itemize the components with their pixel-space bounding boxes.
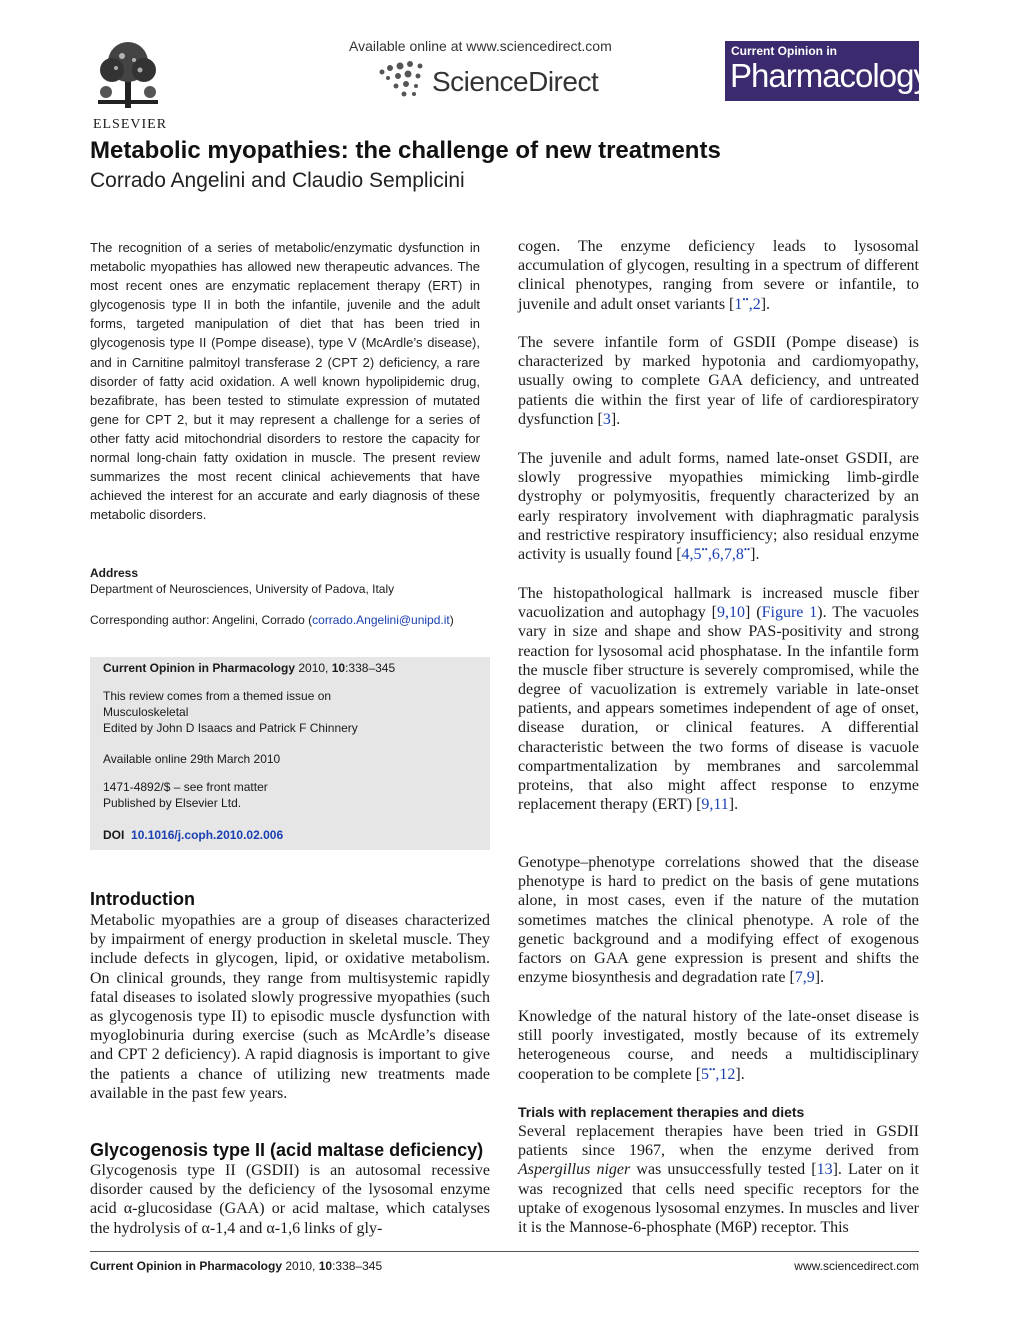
ref-link[interactable]: 9,10 (717, 604, 746, 622)
gsd-text: Glycogenosis type II (GSDII) is an autosomal recessive disorder caused by the deficiency of the lysosomal enzyme acid α-glucosidase (GAA) or acid maltase, which catalyses the hydrolysis of α-1,4 and α-1,6 links of gly- (90, 1162, 490, 1237)
ref-link[interactable]: 3 (602, 410, 611, 428)
journal-banner (725, 41, 929, 101)
right-paragraph-4: The histopathological hallmark is increased muscle fiber vacuolization and autophagy [9,10] (Figure 1). The vacuoles vary in size and shape and show PAS-positivity and strong reaction for lysosomal acid phosphatase. In the infantile form the muscle fiber structure is severely compromised, while the degree of vacuolization is extremely variable in late-onset patients, and appears sometimes independent of age of onset, disease duration, or clinical features. A differential characteristic between the two forms of disease is vacuole compartmentalization by membranes and sarcolemmal proteins, that also might affect response to enzyme replacement therapy (ERT) [9,11]. (518, 585, 920, 814)
right-paragraph-5: Genotype–phenotype correlations showed that the disease phenotype is hard to predict on the basis of gene mutations alone, in most cases, even if the nature of the mutation sometimes matches the clinical phenotype. A role of the genetic background and a modifying effect of exogenous factors on GAA gene expression is present and shifts the enzyme biosynthesis and degradation rate [7,9]. (518, 854, 919, 987)
info-published: Published by Elsevier Ltd. (103, 796, 242, 810)
footer-citation: Current Opinion in Pharmacology 2010, 10:338–345 (90, 1259, 383, 1273)
ref-link[interactable]: 7,9 (794, 969, 815, 987)
info-issn: 1471-4892/$ – see front matter (103, 780, 268, 794)
info-journal: Current Opinion in Pharmacology 2010, 10:338–345 (103, 661, 396, 675)
ref-link[interactable]: 13 (816, 1161, 833, 1179)
info-doi: DOI 10.1016/j.coph.2010.02.006 (103, 828, 284, 842)
journal-name: Pharmacology (730, 57, 929, 94)
footer-url[interactable]: www.sciencedirect.com (794, 1259, 919, 1273)
intro-text: Metabolic myopathies are a group of diseases characterized by impairment of energy production in skeletal muscle. They include defects in glycogen, lipid, or oxidative metabolism. On clinical grounds, they range from multisystemic rapidly fatal diseases to isolated slowly progressive myopathies (such as glycogenosis type II) to episodic muscle dysfunction with myoglobinuria during exercise (such as McArdle’s disease and CPT 2 deficiency). A rapid diagnosis is important to give the patients a chance of utilizing new treatments made available in the past few years. (90, 912, 490, 1102)
gsd-heading: Glycogenosis type II (acid maltase deficiency) (90, 1140, 484, 1160)
ref-link[interactable]: 9,11 (701, 796, 729, 814)
right-paragraph-2: The severe infantile form of GSDII (Pompe disease) is characterized by marked hypotonia and cardiomyopathy, usually owing to complete GAA deficiency, and untreated patients die within the first year of life of cardiorespiratory dysfunction [3]. (518, 334, 919, 428)
author-email-link[interactable]: corrado.Angelini@unipd.it (312, 613, 450, 627)
sciencedirect-wordmark: ScienceDirect (432, 66, 599, 97)
doi-link[interactable]: 10.1016/j.coph.2010.02.006 (131, 828, 284, 842)
intro-heading: Introduction (90, 889, 195, 909)
publisher-name: ELSEVIER (92, 117, 168, 132)
ref-link[interactable]: 4,5••,6,7,8•• (681, 544, 751, 564)
article-authors: Corrado Angelini and Claudio Semplicini (90, 169, 465, 192)
address-text: Department of Neurosciences, University of Padova, Italy (90, 582, 395, 596)
elsevier-logo (92, 40, 168, 130)
right-paragraph-3: The juvenile and adult forms, named late-onset GSDII, are slowly progressive myopathies mimicking limb-girdle dystrophy or polymyositis, frequently characterized by an early respiratory involvement with diaphragmatic paralysis and restrictive respiratory insufficiency; also residual enzyme activity is usually found [4,5••,6,7,8••]. (518, 450, 919, 564)
info-themed-1: This review comes from a themed issue on (103, 689, 332, 703)
figure-link[interactable]: Figure 1 (761, 604, 818, 622)
info-themed-2: Musculoskeletal (103, 705, 189, 719)
right-paragraph-1: cogen. The enzyme deficiency leads to lysosomal accumulation of glycogen, resulting in a spectrum of different clinical phenotypes, ranging from severe or infantile, to juvenile and adult onset variants [1••,2]. (518, 238, 919, 313)
trials-text: Several replacement therapies have been tried in GSDII patients since 1967, when the enzyme derived from Aspergillus niger was unsuccessfully tested [13]. Later on it was recognized that cells need specific receptors for the uptake of exogenous lysosomal enzymes. In muscles and liver it is the Mannose-6-phosphate (M6P) receptor. This (518, 1123, 920, 1237)
info-edited: Edited by John D Isaacs and Patrick F Chinnery (103, 721, 358, 735)
available-online: Available online at www.sciencedirect.com (349, 38, 612, 54)
corresponding-suffix: ) (449, 613, 454, 627)
corresponding-author (90, 613, 454, 627)
corresponding-prefix: Corresponding author: Angelini, Corrado ( (90, 613, 313, 627)
species-name: Aspergillus niger (518, 1161, 631, 1179)
trials-heading: Trials with replacement therapies and diets (518, 1104, 805, 1120)
info-available: Available online 29th March 2010 (103, 752, 281, 766)
ref-link[interactable]: 5••,12 (701, 1064, 736, 1083)
right-paragraph-6: Knowledge of the natural history of the late-onset disease is still poorly investigated, mostly because of its extremely heterogeneous course, and needs a multidisciplinary cooperation to be complete [5••,12]. (518, 1008, 919, 1083)
address-heading: Address (90, 566, 139, 580)
journal-prefix: Current Opinion in (731, 44, 837, 58)
ref-link[interactable]: 1••,2 (734, 294, 761, 313)
abstract: The recognition of a series of metabolic/enzymatic dysfunction in metabolic myopathies has allowed new therapeutic advances. The most recent ones are enzymatic replacement therapy (ERT) in glycogenosis type II in both the infantile, juvenile and the adult forms, targeted manipulation of diet that has been tried in glycogenosis type II (Pompe disease), type V (McArdle’s disease), and in Carnitine palmitoyl transferase 2 (CPT 2) deficiency, a rare disorder of fatty acid oxidation. A well known hypolipidemic drug, bezafibrate, has been tested to stimulate expression of mutated gene for CPT 2, but it may represent a challenge for a series of other fatty acid mitochondrial disorders to restore the capacity for normal long-chain fatty oxidation in muscle. The present review summarizes the most recent clinical achievements that have achieved the interest for an accurate and early diagnosis of these metabolic disorders. (90, 240, 480, 523)
elsevier-tree-icon (92, 40, 164, 110)
footer-divider (90, 1251, 919, 1252)
article-info-box (90, 657, 490, 850)
article-title: Metabolic myopathies: the challenge of new treatments (90, 137, 721, 164)
